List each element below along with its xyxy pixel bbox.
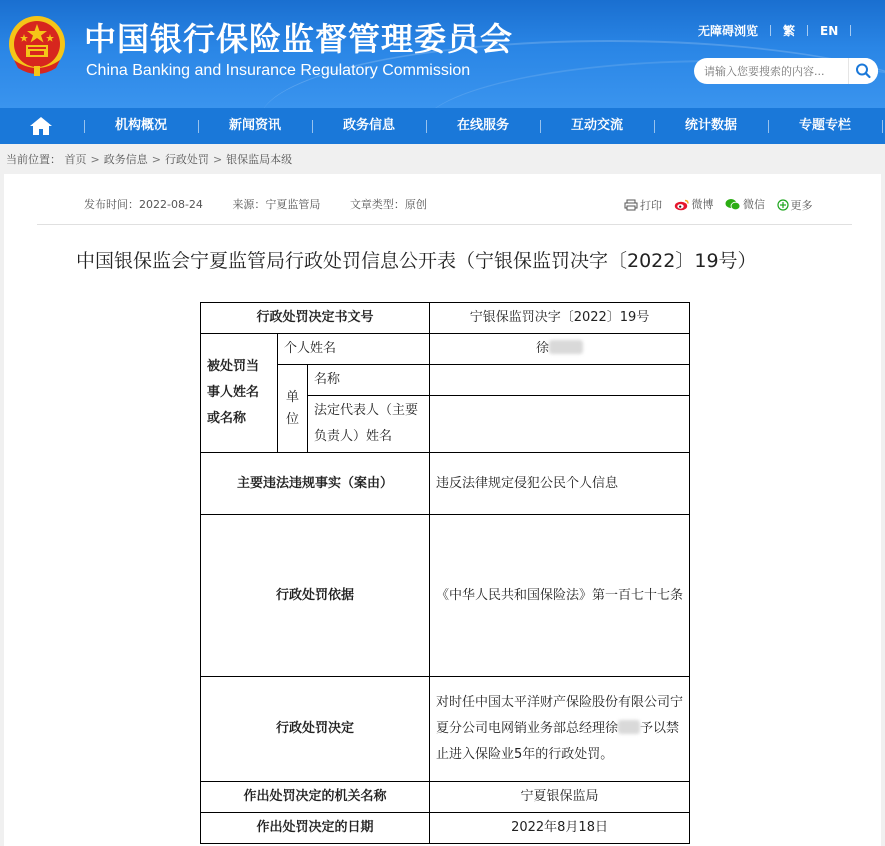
unit-rep-value bbox=[430, 396, 690, 453]
article-meta bbox=[84, 196, 453, 212]
traditional-chinese-link[interactable]: 繁 bbox=[783, 24, 796, 38]
person-name-text: 徐 bbox=[536, 341, 550, 356]
site-title-cn: 中国银行保险监督管理委员会 bbox=[84, 20, 514, 58]
nav-item-statistics[interactable]: 统计数据 bbox=[684, 118, 737, 133]
divider bbox=[850, 25, 851, 36]
breadcrumb-label: 当前位置： bbox=[6, 153, 61, 166]
weibo-label: 微博 bbox=[691, 198, 714, 211]
redaction-blur bbox=[549, 340, 583, 354]
doc-no-value: 宁银保监罚决字〔2022〕19号 bbox=[430, 303, 690, 334]
redaction-blur bbox=[618, 720, 640, 734]
site-title-en: China Banking and Insurance Regulatory Commission bbox=[86, 62, 471, 79]
weibo-share-button[interactable] bbox=[674, 196, 714, 212]
publish-time: 发布时间：2022-08-24 bbox=[84, 198, 203, 211]
nav-item-about[interactable]: 机构概况 bbox=[114, 118, 167, 133]
nav-item-news[interactable]: 新闻资讯 bbox=[228, 118, 281, 133]
more-share-button[interactable] bbox=[777, 197, 813, 213]
meta-divider bbox=[37, 224, 852, 225]
decision-text-part1: 对时任中国太平洋财产保险股份有限公司宁夏分公司电网销业务部总经理徐 bbox=[436, 695, 684, 736]
authority-value: 宁夏银保监局 bbox=[430, 782, 690, 813]
article-type: 文章类型：原创 bbox=[349, 198, 427, 211]
breadcrumb-arrow-icon: > bbox=[151, 153, 161, 166]
date-label: 作出处罚决定的日期 bbox=[201, 813, 430, 844]
share-bar bbox=[624, 196, 821, 214]
breadcrumb-item-home[interactable]: 首页 bbox=[64, 153, 87, 166]
authority-label: 作出处罚决定的机关名称 bbox=[201, 782, 430, 813]
unit-rep-label: 法定代表人（主要负责人）姓名 bbox=[308, 396, 430, 453]
breadcrumb-item-penalty[interactable]: 行政处罚 bbox=[164, 153, 209, 166]
table-row bbox=[201, 334, 690, 365]
more-label: 更多 bbox=[790, 198, 813, 212]
nav-item-interaction[interactable]: 互动交流 bbox=[570, 118, 623, 133]
wechat-icon bbox=[725, 198, 741, 211]
wechat-share-button[interactable] bbox=[725, 196, 765, 212]
decision-label: 行政处罚决定 bbox=[201, 677, 430, 782]
breadcrumb-item-gov-info[interactable]: 政务信息 bbox=[103, 153, 148, 166]
search-button[interactable] bbox=[848, 58, 878, 84]
table-row bbox=[201, 303, 690, 334]
party-label: 被处罚当事人姓名或名称 bbox=[201, 334, 278, 453]
facts-label: 主要违法违规事实（案由） bbox=[201, 453, 430, 515]
table-row bbox=[201, 453, 690, 515]
english-link[interactable]: EN bbox=[820, 24, 839, 38]
table-row bbox=[201, 515, 690, 677]
print-button[interactable] bbox=[624, 197, 662, 213]
weibo-icon bbox=[674, 198, 690, 211]
table-row bbox=[201, 782, 690, 813]
nav-item-online-service[interactable]: 在线服务 bbox=[456, 118, 509, 133]
plus-circle-icon bbox=[777, 199, 789, 211]
person-name-label: 个人姓名 bbox=[278, 334, 430, 365]
breadcrumb-arrow-icon: > bbox=[90, 153, 100, 166]
main-nav bbox=[0, 108, 885, 144]
accessibility-link[interactable]: 无障碍浏览 bbox=[698, 24, 759, 38]
site-header bbox=[0, 0, 885, 108]
nav-item-gov-info[interactable]: 政务信息 bbox=[342, 118, 395, 133]
facts-value: 违反法律规定侵犯公民个人信息 bbox=[430, 453, 690, 515]
search-icon bbox=[849, 58, 879, 84]
table-row bbox=[201, 677, 690, 782]
table-row bbox=[201, 813, 690, 844]
decision-value bbox=[430, 677, 690, 782]
article-source: 来源：宁夏监管局 bbox=[232, 198, 321, 211]
printer-icon bbox=[624, 199, 638, 211]
breadcrumb-item-current[interactable]: 银保监局本级 bbox=[226, 153, 293, 166]
decision-text-part2: 予以禁止进入保险业5年的行政处罚。 bbox=[436, 721, 680, 762]
nav-divider bbox=[882, 120, 883, 133]
wechat-label: 微信 bbox=[743, 198, 765, 211]
divider bbox=[807, 25, 808, 36]
print-label: 打印 bbox=[640, 198, 662, 212]
nav-item-special-topics[interactable]: 专题专栏 bbox=[798, 118, 851, 133]
breadcrumb-arrow-icon: > bbox=[212, 153, 223, 166]
top-links bbox=[698, 22, 863, 39]
date-value: 2022年8月18日 bbox=[430, 813, 690, 844]
unit-name-value bbox=[430, 365, 690, 396]
doc-no-label: 行政处罚决定书文号 bbox=[201, 303, 430, 334]
home-icon[interactable] bbox=[28, 114, 54, 138]
unit-label: 单位 bbox=[278, 365, 308, 453]
search-box bbox=[694, 58, 878, 84]
unit-name-label: 名称 bbox=[308, 365, 430, 396]
divider bbox=[770, 25, 771, 36]
basis-value: 《中华人民共和国保险法》第一百七十七条 bbox=[430, 515, 690, 677]
search-input[interactable] bbox=[704, 62, 840, 80]
national-emblem-icon[interactable] bbox=[6, 14, 68, 78]
basis-label: 行政处罚依据 bbox=[201, 515, 430, 677]
article-title: 中国银保监会宁夏监管局行政处罚信息公开表（宁银保监罚决字〔2022〕19号） bbox=[76, 250, 757, 272]
person-name-value bbox=[430, 334, 690, 365]
penalty-info-table bbox=[200, 302, 690, 844]
breadcrumb bbox=[6, 151, 292, 167]
